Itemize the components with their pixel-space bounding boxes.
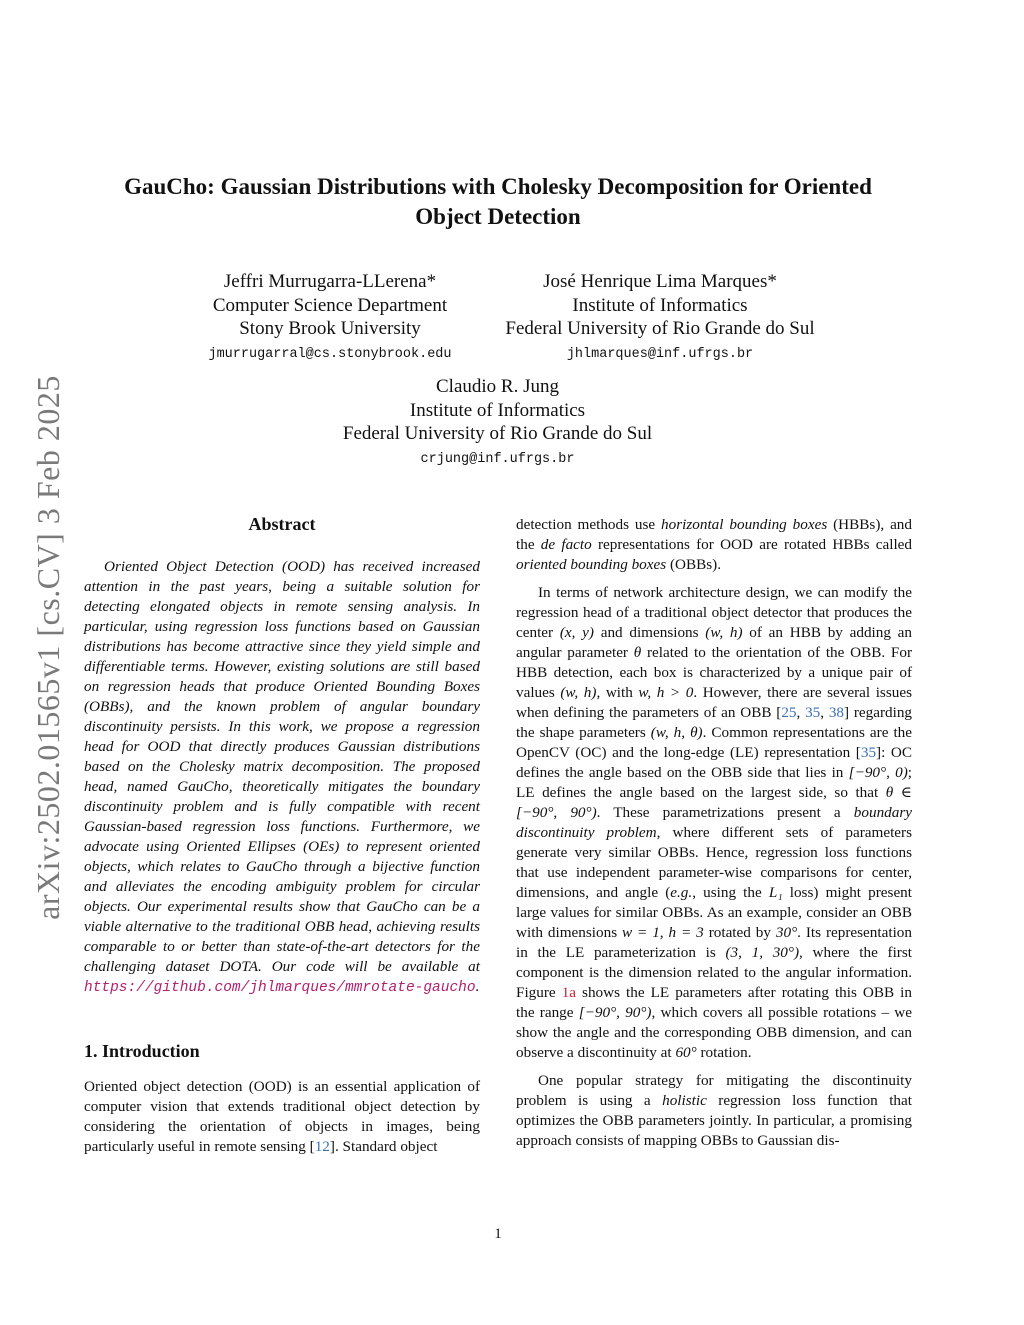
author-department: Institute of Informatics [409,399,586,421]
author-organization: Federal University of Rio Grande do Sul [342,423,653,444]
author-name: José Henrique Lima Marques* [543,271,777,292]
code-link[interactable]: https://github.com/jhlmarques/mmrotate-gaucho [84,980,476,996]
abstract-heading: Abstract [248,514,316,534]
author-email[interactable]: jhlmarques@inf.ufrgs.br [566,346,754,362]
intro-paragraph-1: Oriented object detection (OOD) is an essential application of computer vision that extends traditional object detection by considering the orientation of objects in images, being particularly useful in remote sensing [12]. Standard object [84,1078,480,1155]
author-name: Claudio R. Jung [436,376,559,397]
paper-title [90,172,906,232]
arxiv-identifier: arXiv:2502.01565v1 [cs.CV] 3 Feb 2025 [29,375,66,920]
left-column [84,513,480,1157]
author-block-1 [150,270,510,364]
citation-link[interactable]: 12 [314,1138,330,1155]
citation-link[interactable]: 35 [805,704,821,721]
author-block-3 [300,375,695,469]
author-department: Computer Science Department [212,294,448,316]
figure-link[interactable]: 1a [561,984,577,1001]
author-email[interactable]: jmurrugarral@cs.stonybrook.edu [208,346,452,362]
title-line-1: GauCho: Gaussian Distributions with Cholesky Decomposition for Oriented [124,174,872,199]
author-block-2 [480,270,840,364]
author-organization: Stony Brook University [239,318,421,339]
page-number: 1 [494,1226,502,1242]
author-department: Institute of Informatics [572,294,748,316]
introduction-heading: 1. Introduction [84,1041,200,1061]
title-line-2: Object Detection [415,204,581,229]
citation-link[interactable]: 35 [860,744,877,761]
author-email[interactable]: crjung@inf.ufrgs.br [420,451,575,467]
author-organization: Federal University of Rio Grande do Sul [505,318,815,339]
abstract-paragraph: Oriented Object Detection (OOD) has received increased attention in the past years, being a suitable solution for detecting elongated objects in remote sensing analysis. In particular, using regression loss functions based on Gaussian distributions has become attractive since they yield simple and differentiable terms. However, existing solutions are still based on regression heads that produce Oriented Bounding Boxes (OBBs), and the known problem of angular boundary discontinuity persists. In this work, we propose a regression head for OOD that directly produces Gaussian distributions based on the Cholesky matrix decomposition. The proposed head, named GauCho, theoretically mitigates the boundary discontinuity problem and is fully compatible with recent Gaussian-based regression loss functions. Furthermore, we advocate using Oriented Ellipses (OEs) to represent oriented objects, which relates to GauCho through a bijective function and alleviates the encoding ambiguity problem for circular objects. Our experimental results show that GauCho can be a viable alternative to the traditional OBB head, achieving results comparable to or better than state-of-the-art detectors for the challenging dataset DOTA. Our code will be available at https://github.com/jhlmarques/mmrotate-gaucho. [84,558,480,996]
author-name: Jeffri Murrugarra-LLerena* [223,271,437,292]
citation-link[interactable]: 25 [781,704,797,721]
right-column [516,515,912,1151]
intro-paragraph-1-continued: detection methods use horizontal bounding boxes (HBBs), and the de facto representations for OOD are rotated HBBs called oriented bounding boxes (OBBs). [516,516,912,573]
intro-paragraph-2: In terms of network architecture design, we can modify the regression head of a traditional object detector that produces the center (x, y) and dimensions (w, h) of an HBB by adding an angular parameter θ related to the orientation of the OBB. For HBB detection, each box is characterized by a unique pair of values (w, h), with w, h > 0. However, there are several issues when defining the parameters of an OBB [25, 35, 38] regarding the shape parameters (w, h, θ). Common representations are the OpenCV (OC) and the long-edge (LE) representation [35]: OC defines the angle based on the OBB side that lies in [−90°, 0); LE defines the angle based on the largest side, so that θ ∈ [−90°, 90°). These parametrizations present a boundary discontinuity problem, where different sets of parameters generate very similar OBBs. Hence, regression loss functions that use independent parameter-wise comparisons for center, dimensions, and angle (e.g., using the L₁ loss) might present large values for similar OBBs. As an example, consider an OBB with dimensions w = 1, h = 3 rotated by 30°. Its representation in the LE parameterization is (3, 1, 30°), where the first component is the dimension related to the angular information. Figure 1a shows the LE parameters after rotating this OBB in the range [−90°, 90°), which covers all possible rotations – we show the angle and the corresponding OBB dimension, and can observe a discontinuity at 60° rotation. [516,584,913,1061]
citation-link[interactable]: 38 [828,704,844,721]
intro-paragraph-3: One popular strategy for mitigating the discontinuity problem is using a holistic regression loss function that optimizes the OBB parameters jointly. In particular, a promising approach consists of mapping OBBs to Gaussian dis- [516,1072,912,1149]
